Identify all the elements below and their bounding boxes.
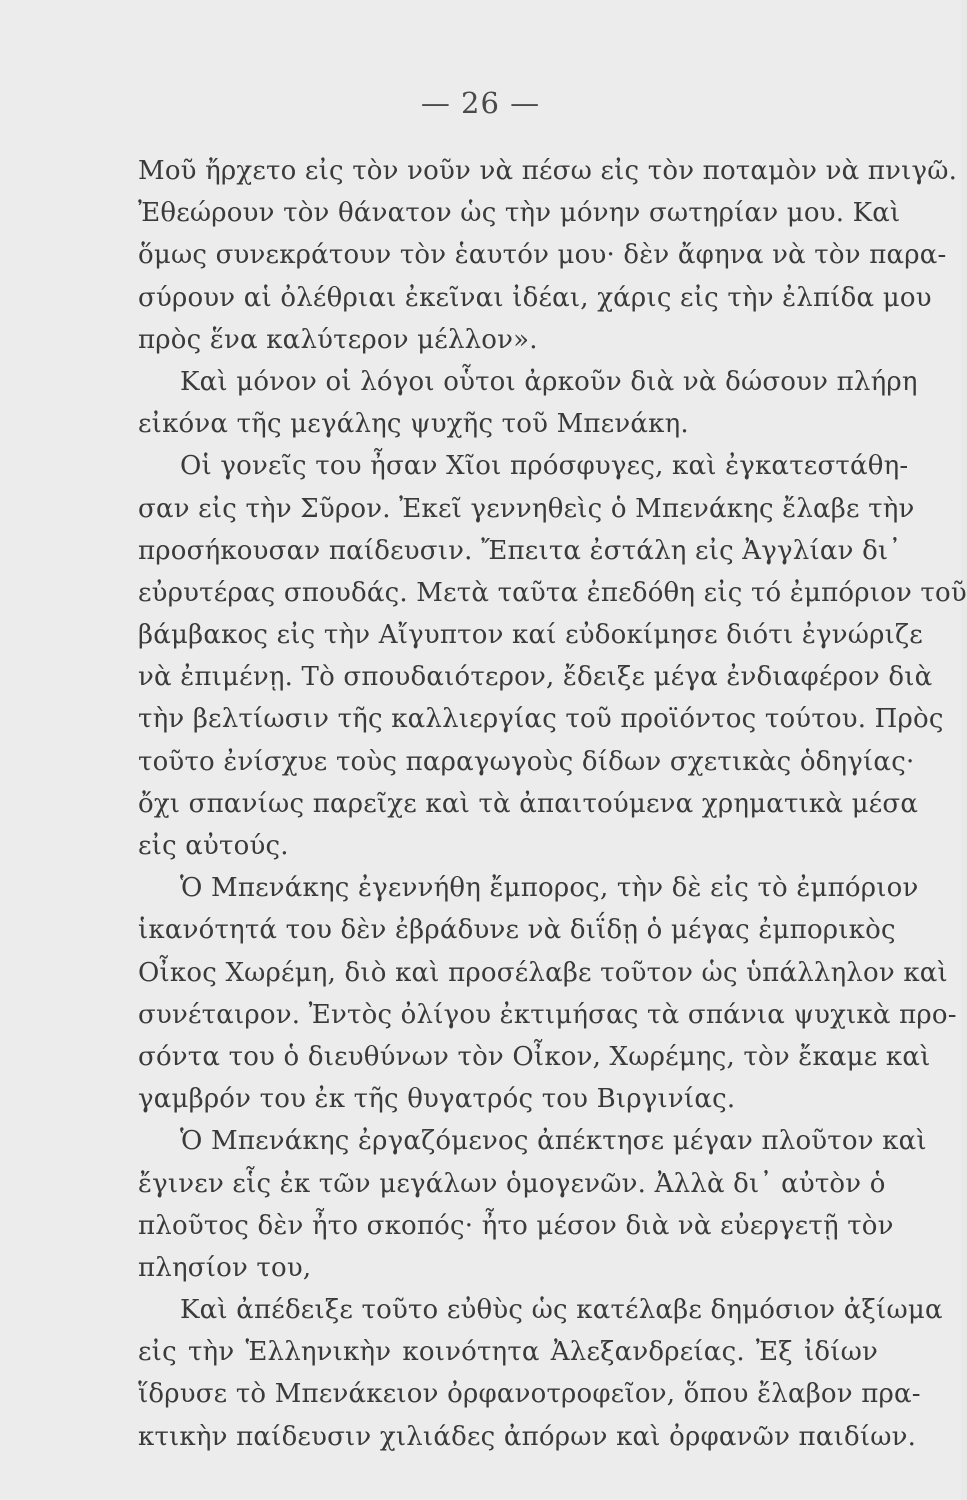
text-line: συνέταιρον. Ἐντὸς ὀλίγου ἐκτιμήσας τὰ σπάνια ψυχικὰ προ-	[138, 999, 957, 1030]
text-line: ἔγινεν εἷς ἐκ τῶν μεγάλων ὁμογενῶν. Ἀλλὰ δι᾽ αὐτὸν ὁ	[138, 1168, 886, 1199]
text-line: ἵδρυσε τὸ Μπενάκειον ὀρφανοτροφεῖον, ὅπου ἔλαβον πρα-	[138, 1379, 921, 1410]
text-line: Ἐθεώρουν τὸν θάνατον ὡς τὴν μόνην σωτηρίαν μου. Καὶ	[138, 198, 901, 229]
text-line: εἰς αὐτούς.	[138, 831, 289, 861]
text-line: Μοῦ ἤρχετο εἰς τὸν νοῦν νὰ πέσω εἰς τὸν ποταμὸν νὰ πνιγῶ.	[138, 156, 958, 186]
text-line: προσήκουσαν παίδευσιν. Ἔπειτα ἐστάλη εἰς Ἀγγλίαν δι᾽	[138, 535, 902, 566]
text-line: νὰ ἐπιμένῃ. Τὸ σπουδαιότερον, ἔδειξε μέγα ἐνδιαφέρον διὰ	[138, 662, 933, 693]
text-line: κτικὴν παίδευσιν χιλιάδες ἀπόρων καὶ ὀρφανῶν παιδίων.	[138, 1421, 917, 1452]
text-line: ἱκανότητά του δὲν ἐβράδυνε νὰ διΐδῃ ὁ μέγας ἐμπορικὸς	[138, 915, 896, 946]
page-number: — 26 —	[420, 86, 541, 120]
text-line: σύρουν αἱ ὀλέθριαι ἐκεῖναι ἰδέαι, χάρις εἰς τὴν ἐλπίδα μου	[138, 282, 932, 313]
text-line: ὅμως συνεκράτουν τὸν ἑαυτόν μου· δὲν ἄφηνα νὰ τὸν παρα-	[138, 240, 947, 271]
text-line: Ὁ Μπενάκης ἐργαζόμενος ἀπέκτησε μέγαν πλοῦτον καὶ	[180, 1126, 927, 1157]
text-line: τὴν βελτίωσιν τῆς καλλιεργίας τοῦ προϊόντος τούτου. Πρὸς	[138, 704, 944, 735]
text-line: σόντα του ὁ διευθύνων τὸν Οἶκον, Χωρέμης, τὸν ἔκαμε καὶ	[138, 1041, 931, 1072]
body-text	[138, 150, 967, 1458]
text-line: εἰς τὴν Ἑλληνικὴν κοινότητα Ἀλεξανδρείας. Ἐξ ἰδίων	[138, 1337, 878, 1368]
text-line: Οἶκος Χωρέμη, διὸ καὶ προσέλαβε τοῦτον ὡς ὑπάλληλον καὶ	[138, 957, 948, 988]
text-line: γαμβρόν του ἐκ τῆς θυγατρός του Βιργινίας.	[138, 1084, 736, 1115]
text-line: Καὶ μόνον οἱ λόγοι οὗτοι ἀρκοῦν διὰ νὰ δώσουν πλήρη	[180, 366, 918, 397]
text-line: σαν εἰς τὴν Σῦρον. Ἐκεῖ γεννηθεὶς ὁ Μπενάκης ἔλαβε τὴν	[138, 493, 915, 524]
text-line: βάμβακος εἰς τὴν Αἴγυπτον καί εὐδοκίμησε διότι ἐγνώριζε	[138, 620, 923, 651]
text-line: εἰκόνα τῆς μεγάλης ψυχῆς τοῦ Μπενάκη.	[138, 409, 689, 440]
text-line: εὐρυτέρας σπουδάς. Μετὰ ταῦτα ἐπεδόθη εἰς τό ἐμπόριον τοῦ	[138, 577, 967, 608]
text-line: πλοῦτος δὲν ἦτο σκοπός· ἦτο μέσον διὰ νὰ εὐεργετῇ τὸν	[138, 1210, 894, 1241]
text-line: τοῦτο ἐνίσχυε τοὺς παραγωγοὺς δίδων σχετικὰς ὁδηγίας·	[138, 746, 915, 777]
text-line: Ὁ Μπενάκης ἐγεννήθη ἔμπορος, τὴν δὲ εἰς τὸ ἐμπόριον	[180, 873, 919, 904]
text-line: Καὶ ἀπέδειξε τοῦτο εὐθὺς ὡς κατέλαβε δημόσιον ἀξίωμα	[180, 1295, 943, 1326]
text-line: ὄχι σπανίως παρεῖχε καὶ τὰ ἀπαιτούμενα χρηματικὰ μέσα	[138, 788, 919, 819]
text-line: πλησίον του,	[138, 1252, 312, 1283]
text-line: Οἱ γονεῖς του ἦσαν Χῖοι πρόσφυγες, καὶ ἐγκατεστάθη-	[180, 451, 909, 482]
text-line: πρὸς ἕνα καλύτερον μέλλον».	[138, 324, 538, 355]
